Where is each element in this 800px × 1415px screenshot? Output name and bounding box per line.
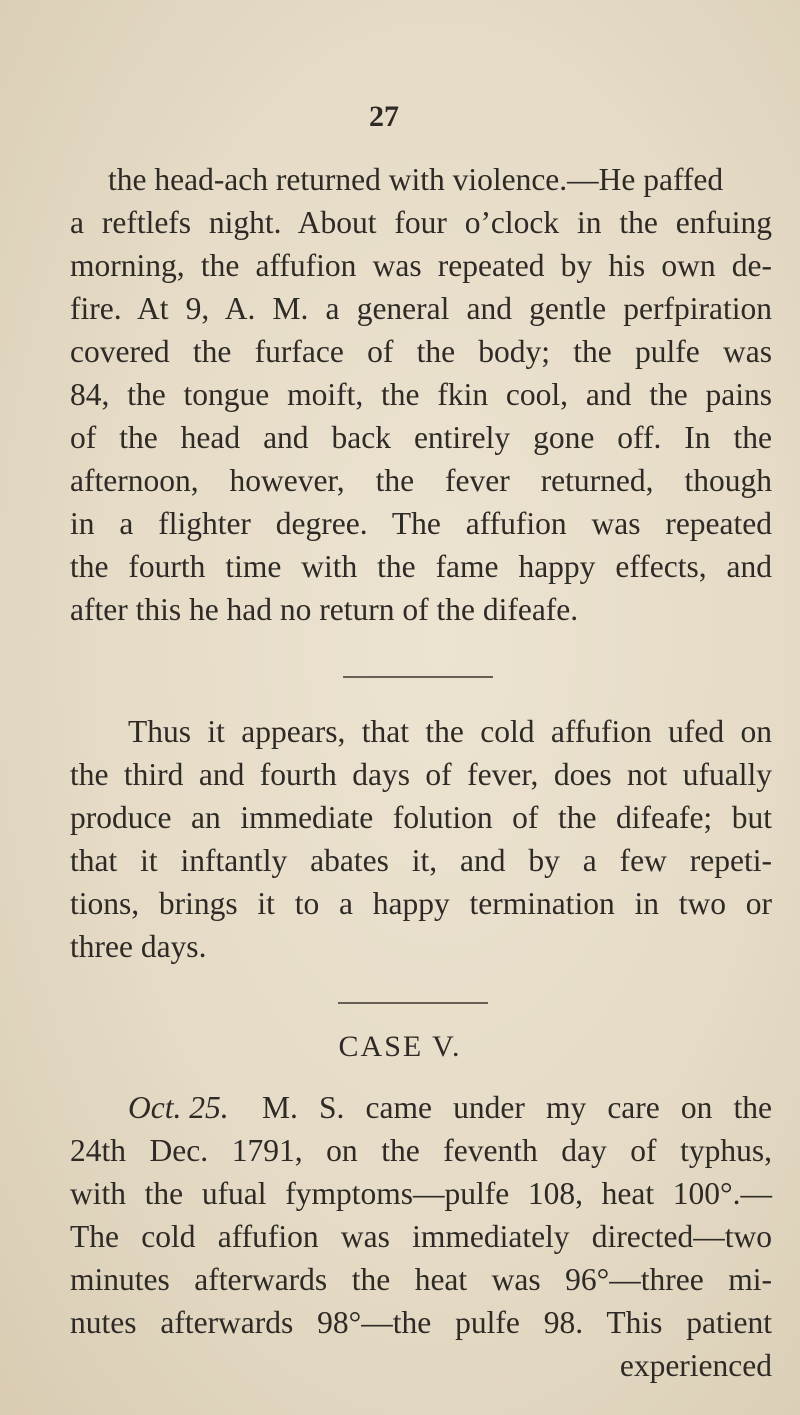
paragraph-2-line: produce an immediate folution of the difeafe; but: [70, 800, 772, 835]
paragraph-3-date: [128, 1088, 229, 1128]
paragraph-3-line: minutes afterwards the heat was 96°—three mi-: [70, 1262, 772, 1297]
page-number: 27: [369, 100, 399, 133]
section-divider: [343, 676, 493, 678]
section-divider: [338, 1002, 488, 1004]
paragraph-2-line: the third and fourth days of fever, does not ufually: [70, 757, 772, 792]
paragraph-3-line: M. S. came under my care on the: [262, 1090, 772, 1125]
paragraph-2-line: Thus it appears, that the cold affufion ufed on: [128, 714, 772, 749]
paragraph-1-line: covered the furface of the body; the pulfe was: [70, 334, 772, 369]
paragraph-2-line: that it inftantly abates it, and by a few repeti-: [70, 843, 772, 878]
paragraph-1-line: the head-ach returned with violence.—He paffed: [108, 162, 724, 197]
case-heading: CASE V.: [338, 1030, 462, 1063]
paragraph-3-line: nutes afterwards 98°—the pulfe 98. This patient: [70, 1305, 772, 1340]
paragraph-3-line: with the ufual fymptoms—pulfe 108, heat 100°.—: [70, 1176, 772, 1211]
paragraph-1-line: afternoon, however, the fever returned, though: [70, 463, 772, 498]
paragraph-1-line: in a flighter degree. The affufion was repeated: [70, 506, 772, 541]
paragraph-2-line: three days.: [70, 929, 207, 964]
paragraph-1-line: morning, the affufion was repeated by his own de-: [70, 248, 772, 283]
paragraph-1-line: 84, the tongue moift, the fkin cool, and the pains: [70, 377, 772, 412]
case-date: Oct. 25.: [128, 1090, 229, 1125]
paragraph-1-line: a reftlefs night. About four o’clock in the enfuing: [70, 205, 772, 240]
paragraph-1-line: after this he had no return of the difeafe.: [70, 592, 579, 627]
paragraph-1-line: the fourth time with the fame happy effects, and: [70, 549, 772, 584]
paragraph-1-line: fire. At 9, A. M. a general and gentle perfpiration: [70, 291, 772, 326]
catchword: experienced: [619, 1348, 772, 1383]
paragraph-2-line: tions, brings it to a happy termination in two or: [70, 886, 772, 921]
paragraph-3-line: The cold affufion was immediately directed—two: [70, 1219, 772, 1254]
paragraph-1-line: of the head and back entirely gone off. In the: [70, 420, 772, 455]
paragraph-3-line: 24th Dec. 1791, on the feventh day of typhus,: [70, 1133, 772, 1168]
